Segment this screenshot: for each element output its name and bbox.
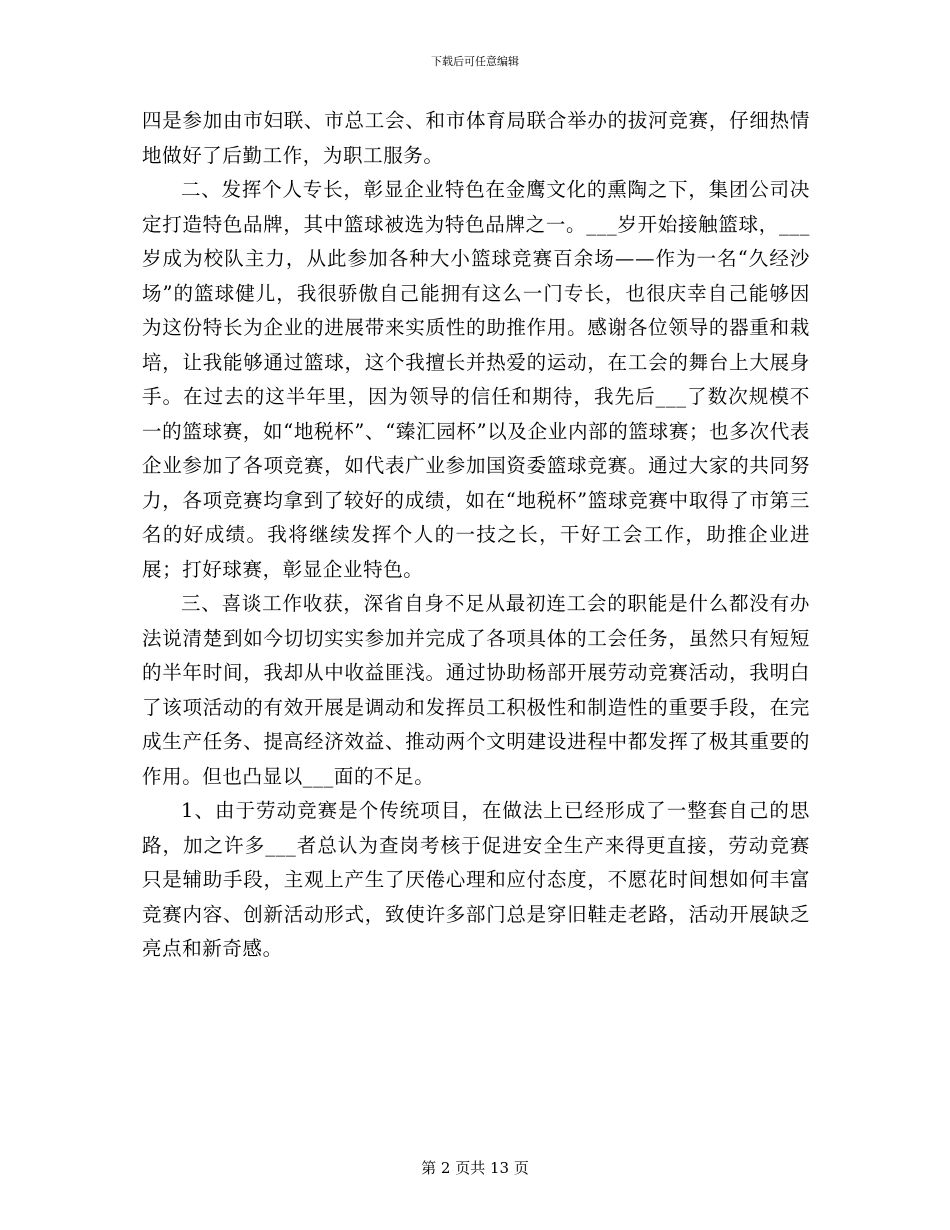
paragraph-3: 三、喜谈工作收获，深省自身不足从最初连工会的职能是什么都没有办法说清楚到如今切切实实参加并完成了各项具体的工会任务，虽然只有短短的半年时间，我却从中收益匪浅。通过协助杨部开展劳动竞赛活动，我明白了该项活动的有效开展是调动和发挥员工积极性和制造性的重要手段，在完成生产任务、提高经济效益、推动两个文明建设进程中都发挥了极其重要的作用。但也凸显以___面的不足。 — [142, 592, 810, 788]
page-header: 下载后可任意编辑 — [431, 55, 519, 68]
page-footer: 第 2 页共 13 页 — [421, 1159, 529, 1177]
paragraph-2: 二、发挥个人专长，彰显企业特色在金鹰文化的熏陶之下，集团公司决定打造特色品牌，其中篮球被选为特色品牌之一。___岁开始接触篮球，___岁成为校队主力，从此参加各种大小篮球竞赛百余场——作为一名“久经沙场”的篮球健儿，我很骄傲自己能拥有这么一门专长，也很庆幸自己能够因为这份特长为企业的进展带来实质性的助推作用。感谢各位领导的器重和栽培，让我能够通过篮球，这个我擅长并热爱的运动，在工会的舞台上大展身手。在过去的这半年里，因为领导的信任和期待，我先后___了数次规模不一的篮球赛，如“地税杯”、“臻汇园杯”以及企业内部的篮球赛；也多次代表企业参加了各项竞赛，如代表广业参加国资委篮球竞赛。通过大家的共同努力，各项竞赛均拿到了较好的成绩，如在“地税杯”篮球竞赛中取得了市第三名的好成绩。我将继续发挥个人的一技之长，干好工会工作，助推企业进展；打好球赛，彰显企业特色。 — [142, 178, 810, 581]
paragraph-1: 四是参加由市妇联、市总工会、和市体育局联合举办的拔河竞赛，仔细热情地做好了后勤工作，为职工服务。 — [142, 109, 810, 167]
paragraph-4: 1、由于劳动竞赛是个传统项目，在做法上已经形成了一整套自己的思路，加之许多___者总认为查岗考核于促进安全生产来得更直接，劳动竞赛只是辅助手段，主观上产生了厌倦心理和应付态度，不愿花时间想如何丰富竞赛内容、创新活动形式，致使许多部门总是穿旧鞋走老路，活动开展缺乏亮点和新奇感。 — [142, 799, 810, 960]
document-body — [142, 104, 810, 967]
